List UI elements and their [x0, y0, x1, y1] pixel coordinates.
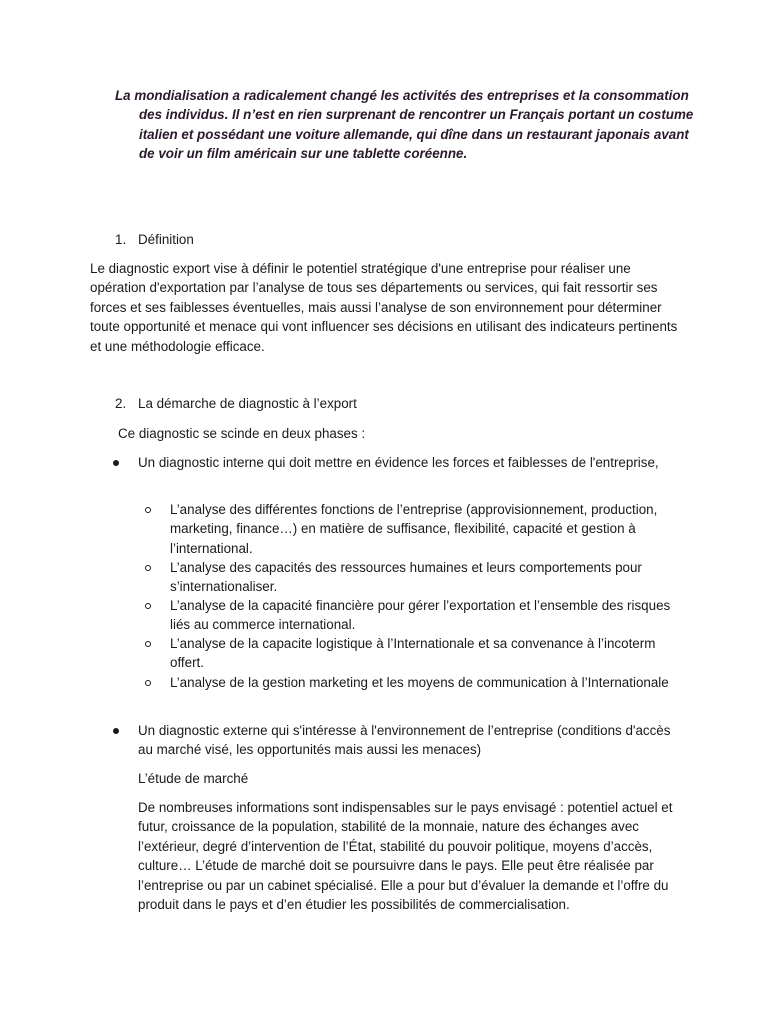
- sub-item-text: L’analyse de la capacite logistique à l’Internationale et sa convenance à l’incoterm offert.: [170, 636, 656, 671]
- phases-lead: Ce diagnostic se scinde en deux phases :: [118, 426, 366, 441]
- section-2-heading: [115, 394, 675, 413]
- market-study-title: L’étude de marché: [138, 771, 249, 786]
- hollow-bullet-icon: [145, 565, 151, 571]
- definition-paragraph: Le diagnostic export vise à définir le potentiel stratégique d'une entreprise pour réaliser une opération d'exportation par l’analyse de tous ses départements ou services, qui fait ressortir ses forces et ses faiblesses éventuelles, mais aussi l’analyse de son environnement pour déterminer toute opportunité et menace qui vont influencer ses décisions en utilisant des indicateurs pertinents et une méthodologie efficace.: [90, 261, 678, 354]
- hollow-bullet-icon: [145, 641, 151, 647]
- hollow-bullet-icon: [145, 680, 151, 686]
- section-1-number: 1.: [115, 232, 127, 247]
- sub-item-text: L’analyse de la capacité financière pour gérer l’exportation et l’ensemble des risques liés au commerce international.: [170, 598, 671, 633]
- sub-item: [145, 500, 675, 558]
- bullet-internal-diagnostic: [113, 453, 673, 472]
- bullet-dot-icon: [113, 460, 119, 466]
- bullet-dot-icon: [113, 728, 119, 734]
- bullet-external-text: Un diagnostic externe qui s'intéresse à l'environnement de l’entreprise (conditions d'accès au marché visé, les opportunités mais aussi les menaces): [138, 723, 671, 758]
- sub-item: [145, 558, 675, 597]
- market-study-paragraph: De nombreuses informations sont indispensables sur le pays envisagé : potentiel actuel et futur, croissance de la population, stabilité de la monnaie, nature des échanges avec l’extérieur, degré d’intervention de l’État, stabilité du pouvoir politique, moyens d’accès, culture… L’étude de marché doit se poursuivre dans le pays. Elle peut être réalisée par l’entreprise ou par un cabinet spécialisé. Elle a pour but d’évaluer la demande et l’offre du produit dans le pays et d’en étudier les possibilités de commercialisation.: [138, 800, 673, 913]
- sub-item-text: L’analyse de la gestion marketing et les moyens de communication à l’Internationale: [170, 675, 669, 690]
- sub-item-text: L’analyse des capacités des ressources humaines et leurs comportements pour s’internationaliser.: [170, 560, 642, 595]
- intro-paragraph: La mondialisation a radicalement changé les activités des entreprises et la consommation des individus. Il n’est en rien surprenant de rencontrer un Français portant un costume italien et possédant une voiture allemande, qui dîne dans un restaurant japonais avant de voir un film américain sur une tablette coréenne.: [115, 88, 694, 162]
- section-2-title: La démarche de diagnostic à l’export: [138, 396, 357, 411]
- section-1-heading: [115, 230, 675, 249]
- hollow-bullet-icon: [145, 507, 151, 513]
- section-1-title: Définition: [138, 232, 194, 247]
- sub-item: [145, 673, 675, 692]
- section-2-number: 2.: [115, 396, 127, 411]
- bullet-internal-text: Un diagnostic interne qui doit mettre en évidence les forces et faiblesses de l'entreprise,: [138, 455, 659, 470]
- bullet-external-diagnostic: [113, 721, 673, 760]
- sub-item-text: L’analyse des différentes fonctions de l’entreprise (approvisionnement, production, marketing, finance…) en matière de suffisance, flexibilité, capacité et gestion à l’international.: [170, 502, 658, 556]
- sub-item: [145, 634, 675, 673]
- hollow-bullet-icon: [145, 603, 151, 609]
- sub-item: [145, 596, 675, 635]
